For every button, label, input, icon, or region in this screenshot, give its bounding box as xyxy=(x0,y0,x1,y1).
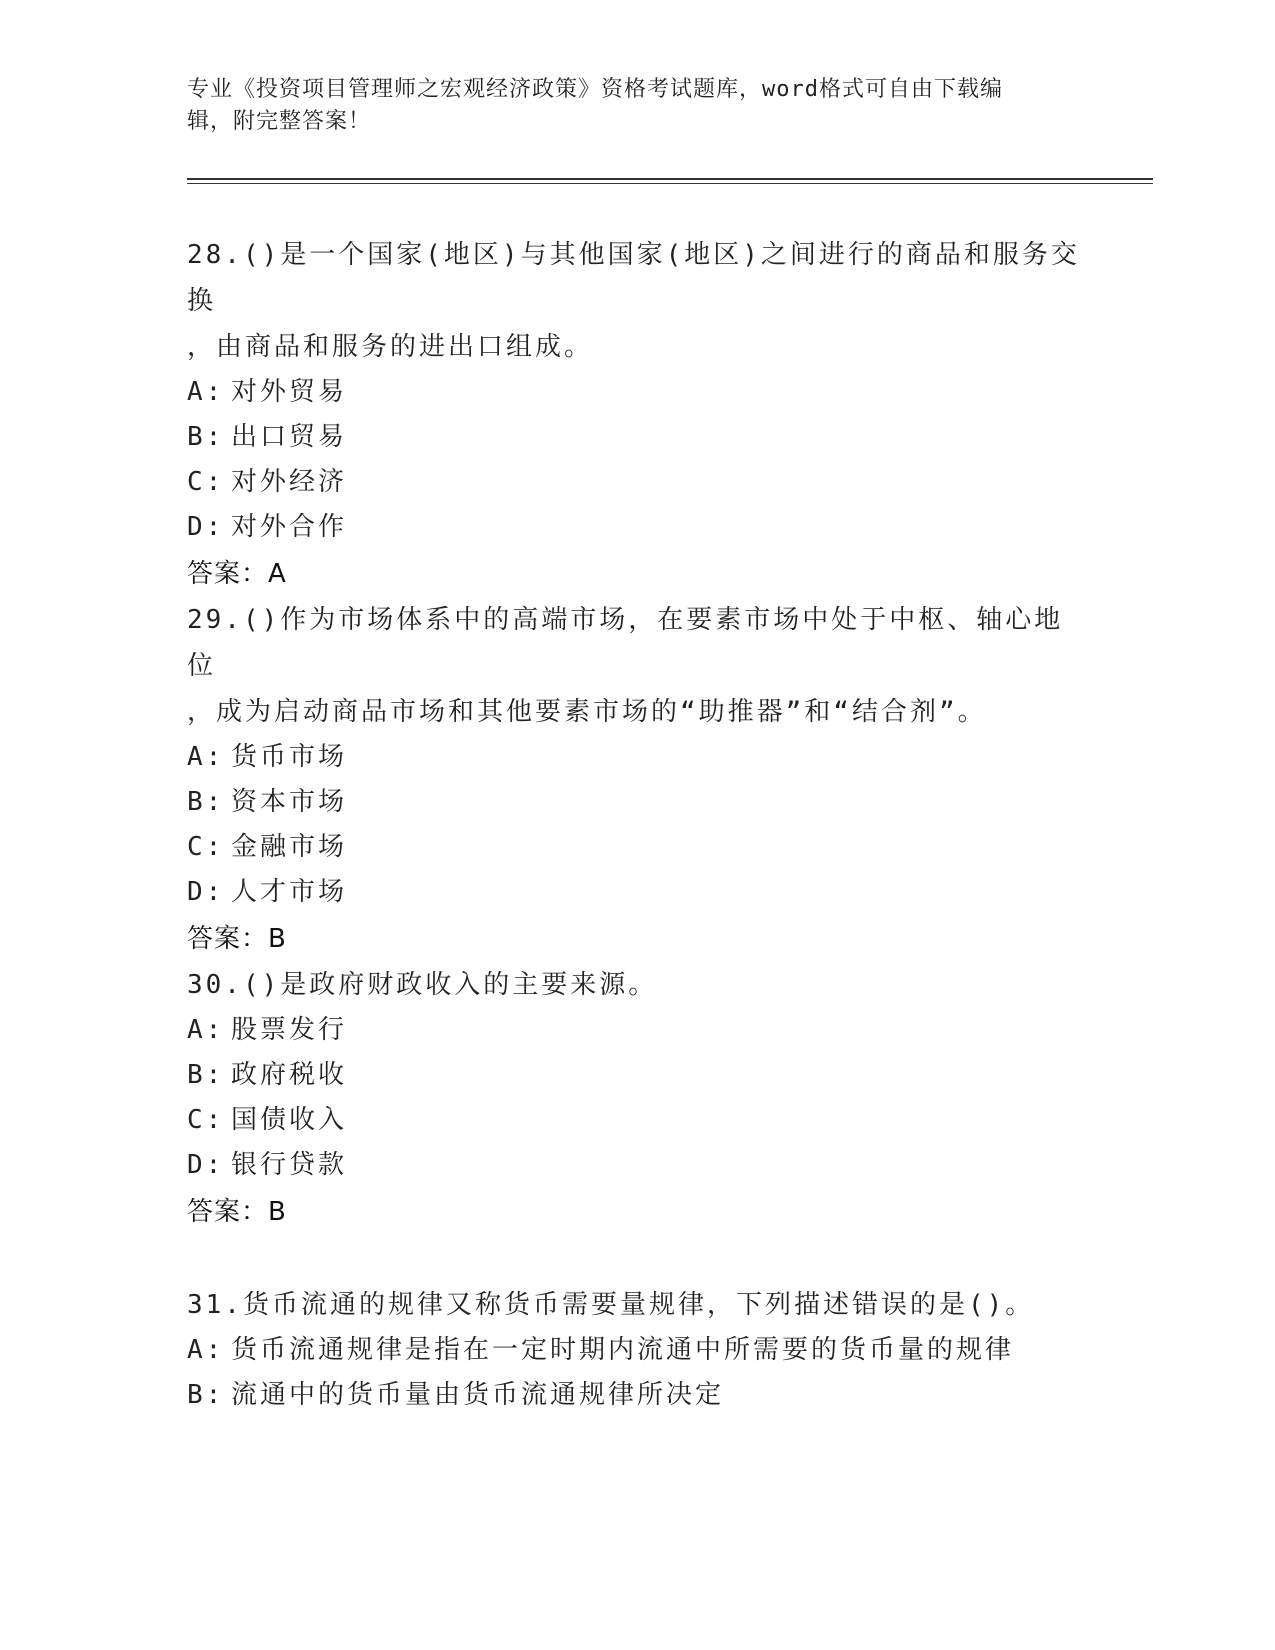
option-text: 货币流通规律是指在一定时期内流通中所需要的货币量的规律 xyxy=(231,1335,1015,1365)
header-divider-thin xyxy=(187,183,1153,184)
option-text: 对外贸易 xyxy=(231,377,348,407)
question-stem-line-1: 29.()作为市场体系中的高端市场，在要素市场中处于中枢、轴心地位 xyxy=(187,605,1064,681)
option-text: 银行贷款 xyxy=(231,1150,348,1180)
option-key: C: xyxy=(187,1105,225,1135)
document-header xyxy=(187,74,1087,138)
question-stem-line-1: 28.()是一个国家(地区)与其他国家(地区)之间进行的商品和服务交换 xyxy=(187,240,1080,316)
option-key: C: xyxy=(187,467,225,497)
question-stem-line-2: ，由商品和服务的进出口组成。 xyxy=(187,332,594,362)
option-b xyxy=(187,780,1087,825)
option-a xyxy=(187,370,1087,415)
option-key: B: xyxy=(187,422,225,452)
question-stem-line-2: ，成为启动商品市场和其他要素市场的“助推器”和“结合剂”。 xyxy=(187,697,987,727)
option-c xyxy=(187,1098,1087,1143)
option-d xyxy=(187,870,1087,915)
option-key: D: xyxy=(187,512,225,542)
option-text: 货币市场 xyxy=(231,742,348,772)
answer: 答案：A xyxy=(187,559,287,589)
option-text: 股票发行 xyxy=(231,1015,348,1045)
option-b xyxy=(187,1373,1087,1418)
option-text: 对外经济 xyxy=(231,467,348,497)
header-line-1: 专业《投资项目管理师之宏观经济政策》资格考试题库，word格式可自由下载编 xyxy=(187,77,1003,102)
option-text: 流通中的货币量由货币流通规律所决定 xyxy=(231,1380,725,1410)
option-text: 金融市场 xyxy=(231,832,348,862)
option-a xyxy=(187,735,1087,780)
option-b xyxy=(187,1053,1087,1098)
option-d xyxy=(187,505,1087,550)
option-key: D: xyxy=(187,1150,225,1180)
option-key: D: xyxy=(187,877,225,907)
question-28 xyxy=(187,232,1087,598)
option-key: B: xyxy=(187,787,225,817)
option-text: 国债收入 xyxy=(231,1105,348,1135)
option-c xyxy=(187,460,1087,505)
question-31 xyxy=(187,1282,1087,1418)
option-text: 对外合作 xyxy=(231,512,348,542)
option-key: B: xyxy=(187,1060,225,1090)
option-text: 资本市场 xyxy=(231,787,348,817)
option-a xyxy=(187,1008,1087,1053)
option-a xyxy=(187,1328,1087,1373)
option-key: A: xyxy=(187,377,225,407)
option-key: C: xyxy=(187,832,225,862)
header-line-2: 辑，附完整答案！ xyxy=(187,109,372,134)
question-30 xyxy=(187,962,1087,1236)
option-key: A: xyxy=(187,742,225,772)
option-key: A: xyxy=(187,1335,225,1365)
option-text: 人才市场 xyxy=(231,877,348,907)
header-divider-thick xyxy=(187,178,1153,180)
option-text: 出口贸易 xyxy=(231,422,348,452)
option-c xyxy=(187,825,1087,870)
option-key: B: xyxy=(187,1380,225,1410)
option-b xyxy=(187,415,1087,460)
option-text: 政府税收 xyxy=(231,1060,348,1090)
question-stem-line-1: 31.货币流通的规律又称货币需要量规律，下列描述错误的是()。 xyxy=(187,1290,1035,1320)
question-stem-line-1: 30.()是政府财政收入的主要来源。 xyxy=(187,970,658,1000)
answer: 答案：B xyxy=(187,924,287,954)
option-d xyxy=(187,1143,1087,1188)
question-29 xyxy=(187,597,1087,963)
option-key: A: xyxy=(187,1015,225,1045)
answer: 答案：B xyxy=(187,1197,287,1227)
